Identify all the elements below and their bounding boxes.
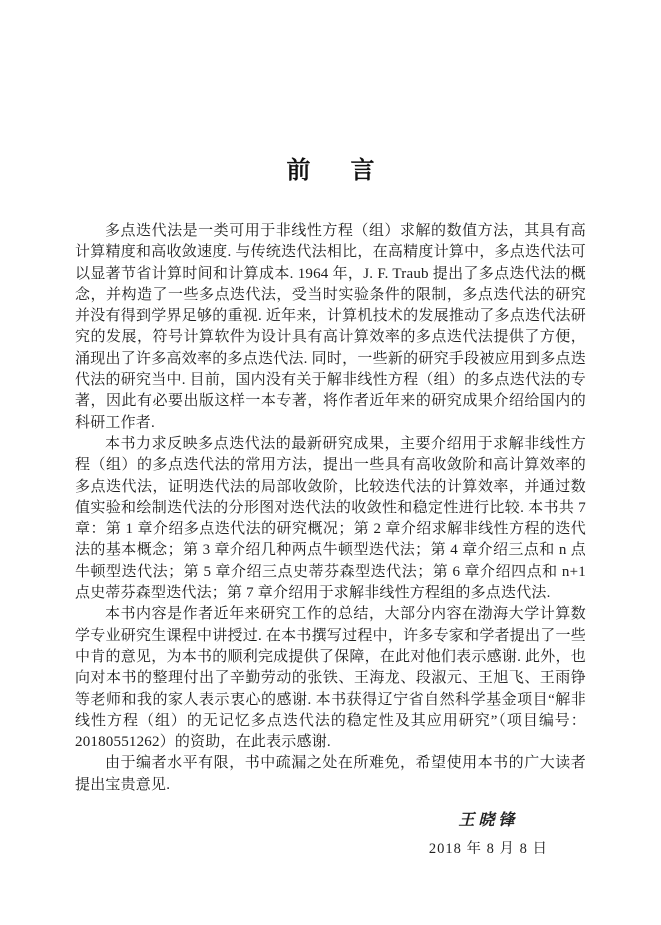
signature-inner [429, 807, 548, 858]
author-signature: 王晓锋 [458, 812, 519, 830]
preface-title: 前 言 [286, 157, 383, 184]
signature-date: 2018 年 8 月 8 日 [428, 841, 548, 858]
preface-paragraph-contents: 本书力求反映多点迭代法的最新研究成果，主要介绍用于求解非线性方程（组）的多点迭代法的常用方法，提出一些具有高收敛阶和高计算效率的多点迭代法，证明迭代法的局部收敛阶，比较迭代法的计算效率，并通过数值实验和绘制迭代法的分形图对迭代法的收敛性和稳定性进行比较. 本书共 7 章：第 1 章介绍多点迭代法的研究概况；第 2 章介绍求解非线性方程的迭代法的基本概念；第 3 章介绍几种两点牛顿型迭代法；第 4 章介绍三点和 n 点牛顿型迭代法；第 5 章介绍三点史蒂芬森型迭代法；第 6 章介绍四点和 n+1 点史蒂芬森型迭代法；第 7 章介绍用于求解非线性方程组的多点迭代法. [75, 435, 586, 602]
preface-paragraph-intro: 多点迭代法是一类可用于非线性方程（组）求解的数值方法，其具有高计算精度和高收敛速度. 与传统迭代法相比，在高精度计算中，多点迭代法可以显著节省计算时间和计算成本. 1964 年，J. F. Traub 提出了多点迭代法的概念，并构造了一些多点迭代法，受当时实验条件的限制，多点迭代法的研究并没有得到学界足够的重视. 近年来，计算机技术的发展推动了多点迭代法研究的发展，符号计算软件为设计具有高计算效率的多点迭代法提供了方便，涌现出了许多高效率的多点迭代法. 同时，一些新的研究手段被应用到多点迭代法的研究当中. 目前，国内没有关于解非线性方程（组）的多点迭代法的专著，因此有必要出版这样一本专著，将作者近年来的研究成果介绍给国内的科研工作者. [75, 223, 586, 431]
preface-body [75, 221, 586, 796]
preface-paragraph-acknowledgements: 本书内容是作者近年来研究工作的总结，大部分内容在渤海大学计算数学专业研究生课程中讲授过. 在本书撰写过程中，许多专家和学者提出了一些中肯的意见，为本书的顺利完成提供了保障，在此对他们表示感谢. 此外，也向对本书的整理付出了辛勤劳动的张铁、王海龙、段淑元、王旭飞、王雨铮等老师和我的家人表示衷心的感谢. 本书获得辽宁省自然科学基金项目“解非线性方程（组）的无记忆多点迭代法的稳定性及其应用研究”（项目编号：20180551262）的资助，在此表示感谢. [75, 606, 586, 751]
signature-block [75, 807, 586, 858]
preface-paragraph-closing: 由于编者水平有限，书中疏漏之处在所难免，希望使用本书的广大读者提出宝贵意见. [75, 755, 586, 793]
